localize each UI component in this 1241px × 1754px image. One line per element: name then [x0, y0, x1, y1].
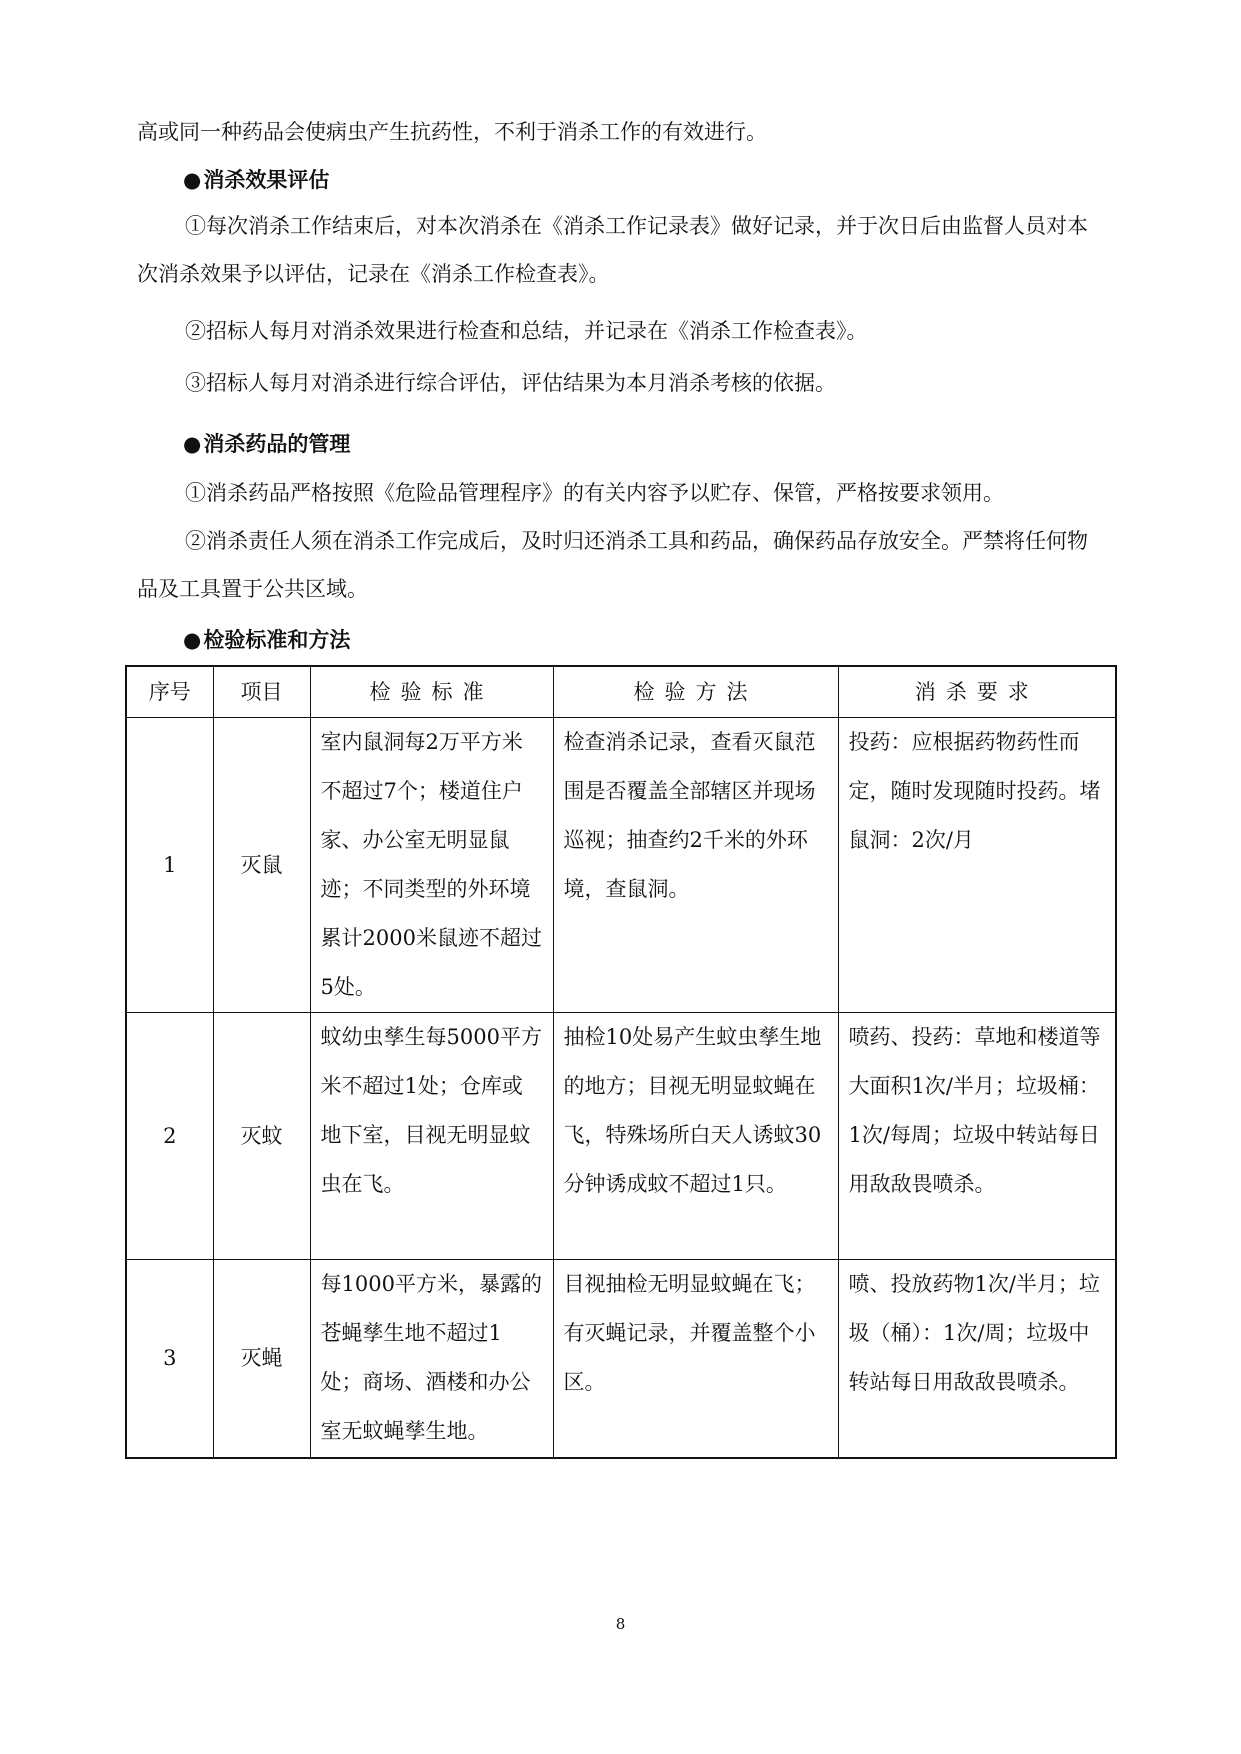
cell-standard: 每1000平方米，暴露的苍蝇孳生地不超过1处；商场、酒楼和办公室无蚊蝇孳生地。	[310, 1260, 553, 1458]
section-heading-standards	[183, 620, 350, 660]
page-number: 8	[615, 1615, 626, 1633]
header-no: 序号	[126, 666, 213, 718]
bullet-icon: ●	[183, 628, 202, 652]
eval-paragraph-1: ①每次消杀工作结束后，对本次消杀在《消杀工作记录表》做好记录，并于次日后由监督人员对本次消杀效果予以评估，记录在《消杀工作检查表》。	[137, 214, 1088, 286]
eval-paragraph-3: ③招标人每月对消杀进行综合评估，评估结果为本月消杀考核的依据。	[185, 371, 836, 395]
section-heading-effect-evaluation	[183, 160, 329, 200]
section-heading-text: 消杀药品的管理	[203, 432, 351, 456]
cell-no: 3	[126, 1260, 213, 1458]
table-row	[126, 718, 1116, 1013]
cell-item: 灭蝇	[213, 1260, 310, 1458]
table-row	[126, 1260, 1116, 1458]
cell-standard: 室内鼠洞每2万平方米不超过7个；楼道住户家、办公室无明显鼠迹；不同类型的外环境累计2000米鼠迹不超过5处。	[310, 718, 553, 1013]
eval-paragraph-2: ②招标人每月对消杀效果进行检查和总结，并记录在《消杀工作检查表》。	[185, 319, 868, 343]
cell-method: 抽检10处易产生蚊虫孳生地的地方；目视无明显蚊蝇在飞，特殊场所白天人诱蚊30分钟诱成蚊不超过1只。	[553, 1013, 838, 1260]
header-requirement: 消杀要求	[838, 666, 1116, 718]
section-heading-text: 消杀效果评估	[203, 168, 330, 192]
cell-no: 2	[126, 1013, 213, 1260]
header-method: 检验方法	[553, 666, 838, 718]
header-item: 项目	[213, 666, 310, 718]
cell-requirement: 喷药、投药：草地和楼道等大面积1次/半月；垃圾桶：1次/每周；垃圾中转站每日用敌敌畏喷杀。	[838, 1013, 1116, 1260]
bullet-icon: ●	[183, 168, 202, 192]
table-header-row	[126, 666, 1116, 718]
drug-paragraph-1: ①消杀药品严格按照《危险品管理程序》的有关内容予以贮存、保管，严格按要求领用。	[185, 481, 1004, 505]
section-heading-text: 检验标准和方法	[203, 628, 351, 652]
bullet-icon: ●	[183, 432, 202, 456]
header-standard: 检验标准	[310, 666, 553, 718]
cell-standard: 蚊幼虫孳生每5000平方米不超过1处；仓库或地下室，目视无明显蚊虫在飞。	[310, 1013, 553, 1260]
cell-item: 灭蚊	[213, 1013, 310, 1260]
table-row	[126, 1013, 1116, 1260]
cell-method: 检查消杀记录，查看灭鼠范围是否覆盖全部辖区并现场巡视；抽查约2千米的外环境，查鼠洞。	[553, 718, 838, 1013]
cell-requirement: 投药：应根据药物药性而定，随时发现随时投药。堵鼠洞：2次/月	[838, 718, 1116, 1013]
cell-requirement: 喷、投放药物1次/半月；垃圾（桶）：1次/周；垃圾中转站每日用敌敌畏喷杀。	[838, 1260, 1116, 1458]
cell-no: 1	[126, 718, 213, 1013]
section-heading-drug-management	[183, 424, 350, 464]
cell-item: 灭鼠	[213, 718, 310, 1013]
inspection-standards-table	[125, 665, 1117, 1459]
cell-method: 目视抽检无明显蚊蝇在飞；有灭蝇记录，并覆盖整个小区。	[553, 1260, 838, 1458]
top-line: 高或同一种药品会使病虫产生抗药性，不利于消杀工作的有效进行。	[137, 120, 767, 144]
drug-paragraph-2: ②消杀责任人须在消杀工作完成后，及时归还消杀工具和药品，确保药品存放安全。严禁将任何物品及工具置于公共区域。	[137, 529, 1088, 601]
